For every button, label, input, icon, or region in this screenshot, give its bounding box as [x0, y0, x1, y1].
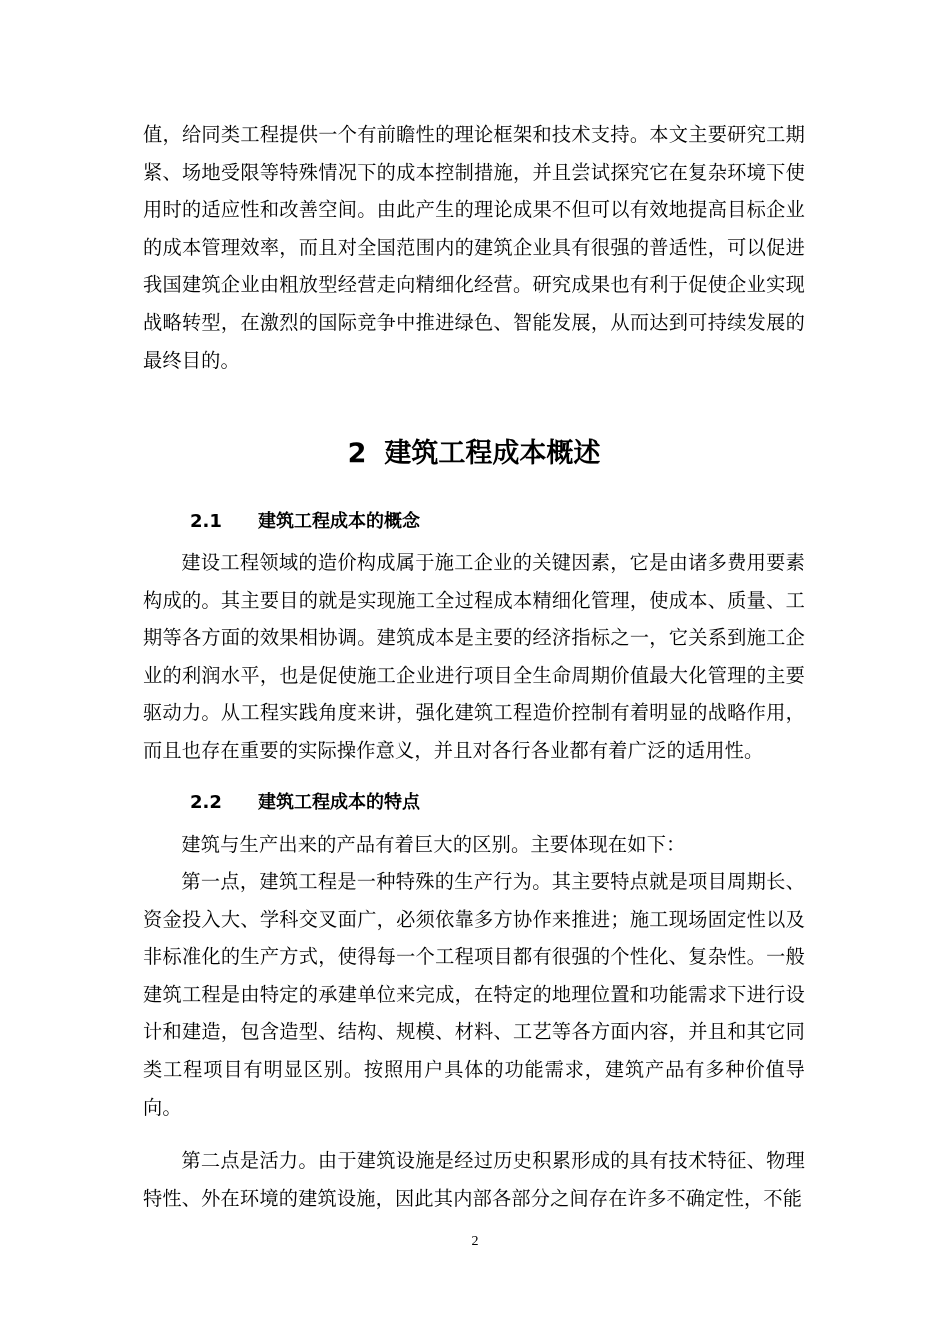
page-number: 2 — [471, 1234, 479, 1249]
section-title: 建筑工程成本的特点 — [258, 792, 420, 813]
feature-point-one-paragraph: 第一点，建筑工程是一种特殊的生产行为。其主要特点就是项目周期长、资金投入大、学科交叉面广，必须依靠多方协作来推进；施工现场固定性以及非标准化的生产方式，使得每一个工程项目都有很强的个性化、复杂性。一般建筑工程是由特定的承建单位来完成，在特定的地理位置和功能需求下进行设计和建造，包含造型、结构、规模、材料、工艺等各方面内容，并且和其它同类工程项目有明显区别。按照用户具体的功能需求，建筑产品有多种价值导向。 — [143, 870, 805, 1119]
chapter-title-text: 建筑工程成本概述 — [384, 438, 601, 469]
features-intro-paragraph: 建筑与生产出来的产品有着巨大的区别。主要体现在如下： — [181, 833, 686, 856]
section-heading-2-1 — [190, 507, 420, 537]
section-number: 2.2 — [190, 792, 222, 813]
section-title: 建筑工程成本的概念 — [258, 511, 420, 532]
feature-point-two-paragraph: 第二点是活力。由于建筑设施是经过历史积累形成的具有技术特征、物理特性、外在环境的建筑设施，因此其内部各部分之间存在许多不确定性，不能 — [143, 1149, 805, 1210]
intro-closing-paragraph: 值，给同类工程提供一个有前瞻性的理论框架和技术支持。本文主要研究工期紧、场地受限等特殊情况下的成本控制措施，并且尝试探究它在复杂环境下使用时的适应性和改善空间。由此产生的理论成果不但可以有效地提高目标企业的成本管理效率，而且对全国范围内的建筑企业具有很强的普适性，可以促进我国建筑企业由粗放型经营走向精细化经营。研究成果也有利于促使企业实现战略转型，在激烈的国际竞争中推进绿色、智能发展，从而达到可持续发展的最终目的。 — [143, 123, 805, 372]
section-heading-2-2 — [190, 788, 420, 818]
chapter-title — [143, 432, 805, 476]
chapter-number: 2 — [347, 438, 367, 469]
section-number: 2.1 — [190, 511, 222, 532]
cost-concept-paragraph: 建设工程领域的造价构成属于施工企业的关键因素，它是由诸多费用要素构成的。其主要目的就是实现施工全过程成本精细化管理，使成本、质量、工期等各方面的效果相协调。建筑成本是主要的经济指标之一，它关系到施工企业的利润水平，也是促使施工企业进行项目全生命周期价值最大化管理的主要驱动力。从工程实践角度来讲，强化建筑工程造价控制有着明显的战略作用，而且也存在重要的实际操作意义，并且对各行各业都有着广泛的适用性。 — [143, 551, 805, 762]
